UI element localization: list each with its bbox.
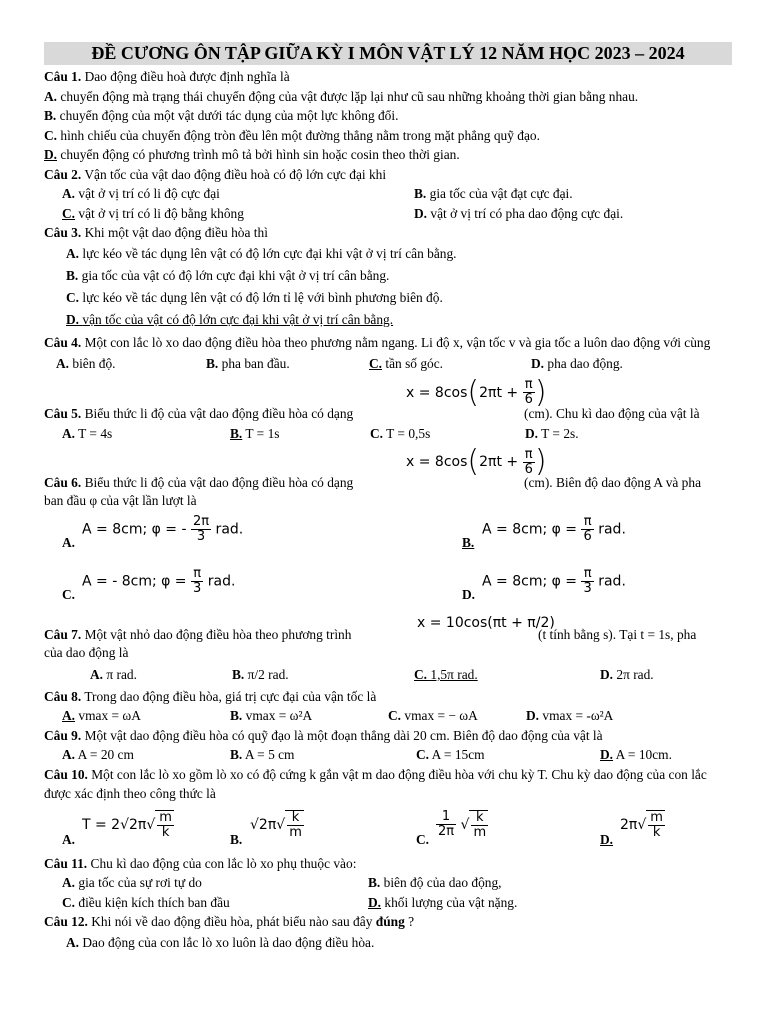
option-letter: A.	[62, 425, 76, 441]
option-d: khối lượng của vật nặng.	[384, 894, 518, 910]
option-letter: B.	[230, 747, 243, 762]
question-text: Biểu thức li độ của vật dao động điều hòa có dạng	[81, 475, 354, 490]
option-d: chuyển động có phương trình mô tả bởi hình sin hoặc cosin theo thời gian.	[60, 147, 460, 162]
option-a: chuyển động mà trạng thái chuyển động của vật được lặp lại như cũ sau những khoảng thời gian bằng nhau.	[60, 88, 639, 104]
option-letter-answer: D.	[66, 311, 80, 327]
option-a: π rad.	[106, 667, 137, 682]
question-label: Câu 6.	[44, 475, 82, 490]
question-label: Câu 4.	[44, 334, 82, 350]
option-letter: A.	[90, 667, 104, 682]
option-a: vmax = ωA	[78, 708, 141, 723]
option-letter: D.	[462, 587, 476, 602]
option-a-formula: A = 8cm; φ = - $\frac{2\pi}{3}$ rad.	[82, 514, 244, 544]
option-c: A = 15cm	[431, 747, 485, 762]
option-b: chuyển động của một vật dưới tác dụng của một lực không đổi.	[59, 108, 399, 123]
question-end: ?	[404, 914, 415, 929]
question-label: Câu 10.	[44, 766, 88, 782]
option-letter-answer: D.	[368, 894, 382, 910]
option-letter: A.	[44, 88, 58, 104]
question-10-options	[44, 804, 732, 854]
option-a: lực kéo về tác dụng lên vật có độ lớn cực đại khi vật ở vị trí cân bằng.	[82, 245, 457, 261]
option-letter: A.	[62, 875, 76, 890]
option-b: π/2 rad.	[247, 667, 289, 682]
question-label: Câu 7.	[44, 627, 82, 642]
option-d: vmax = -ω²A	[542, 708, 614, 723]
option-letter: D.	[526, 708, 540, 723]
option-a-formula: T = 2√2π√ $\frac{m}{k}$	[82, 809, 172, 840]
option-a: A = 20 cm	[77, 747, 134, 762]
option-letter: B.	[414, 186, 427, 201]
option-letter: A.	[56, 356, 70, 371]
option-c: vật ở vị trí có li độ bằng không	[78, 205, 244, 221]
question-tail: (t tính bằng s). Tại t = 1s, pha	[538, 627, 697, 642]
option-c: tần số góc.	[385, 356, 444, 371]
option-letter: A.	[62, 831, 76, 847]
question-text: Khi nói về dao động điều hòa, phát biểu nào sau đây	[87, 914, 376, 929]
question-7	[44, 615, 732, 661]
option-b: gia tốc của vật có độ lớn cực đại khi vật ở vị trí cân bằng.	[81, 267, 390, 283]
option-b: pha ban đầu.	[221, 356, 290, 371]
equation: x = 8cos(2πt + $\frac{\pi}{6}$ )	[406, 444, 547, 479]
question-text: Trong dao động điều hòa, giá trị cực đại của vận tốc là	[81, 688, 377, 704]
option-c: điều kiện kích thích ban đầu	[78, 894, 230, 910]
equation: x = 10cos(πt + π/2)	[417, 615, 555, 631]
question-text: Vận tốc của vật dao động điều hoà có độ lớn cực đại khi	[81, 166, 387, 182]
option-letter-answer: B.	[462, 535, 475, 550]
exam-page	[44, 42, 732, 954]
question-text-2: của dao động là	[44, 645, 129, 660]
option-d: pha dao động.	[547, 356, 623, 371]
question-label: Câu 9.	[44, 727, 82, 743]
option-letter: C.	[416, 747, 430, 762]
question-tail: (cm). Biên độ dao động A và pha	[524, 475, 702, 490]
option-b: vmax = ω²A	[245, 708, 313, 723]
option-letter: D.	[525, 425, 539, 441]
option-a: T = 4s	[78, 425, 113, 441]
option-letter-answer: C.	[369, 356, 383, 371]
question-label: Câu 11.	[44, 855, 88, 871]
option-a: gia tốc của sự rơi tự do	[78, 875, 202, 890]
option-a: vật ở vị trí có li độ cực đại	[78, 186, 220, 201]
question-label: Câu 1.	[44, 69, 82, 84]
option-d-formula: A = 8cm; φ = $\frac{\pi}{3}$ rad.	[482, 566, 626, 596]
option-c: vmax = − ωA	[404, 708, 478, 723]
option-letter: B.	[230, 708, 243, 723]
option-letter: D.	[414, 205, 428, 221]
question-text: Chu kì dao động của con lắc lò xo phụ thuộc vào:	[87, 855, 357, 871]
option-letter: C.	[62, 894, 76, 910]
option-c: 1,5π rad.	[430, 667, 478, 682]
option-letter: A.	[66, 934, 80, 950]
question-6	[44, 443, 732, 509]
option-letter-answer: C.	[414, 667, 428, 682]
question-6-options	[44, 509, 732, 621]
option-letter: C.	[62, 587, 76, 602]
option-letter: A.	[66, 245, 80, 261]
option-letter: C.	[416, 831, 430, 847]
option-d: 2π rad.	[616, 667, 654, 682]
option-letter-answer: C.	[62, 205, 76, 221]
option-b-formula: A = 8cm; φ = $\frac{\pi}{6}$ rad.	[482, 514, 626, 544]
option-d: vật ở vị trí có pha dao động cực đại.	[430, 205, 624, 221]
question-text: Một con lắc lò xo dao động điều hòa theo phương nằm ngang. Li độ x, vận tốc v và gia tốc a luôn dao động với cùng	[81, 334, 711, 350]
question-text: Một con lắc lò xo gồm lò xo có độ cứng k gắn vật m dao động điều hòa với chu kỳ T. Chu kỳ dao động của con lắc được xác định theo công thức là	[44, 766, 707, 801]
option-letter-answer: D.	[44, 147, 58, 162]
option-letter: C.	[370, 425, 384, 441]
option-d: T = 2s.	[541, 425, 579, 441]
option-b-formula: √2π√ $\frac{k}{m}$	[250, 809, 302, 840]
option-d: A = 10cm.	[615, 747, 672, 762]
option-b: A = 5 cm	[244, 747, 295, 762]
option-letter: C.	[66, 289, 80, 305]
option-b: biên độ của dao động,	[383, 875, 502, 890]
question-label: Câu 8.	[44, 688, 82, 704]
option-letter: B.	[230, 831, 243, 847]
option-letter: B.	[44, 108, 57, 123]
option-a: biên độ.	[72, 356, 116, 371]
option-d-formula: 2π√ $\frac{m}{k}$	[620, 809, 663, 840]
question-5	[44, 374, 732, 424]
option-letter-answer: D.	[600, 831, 614, 847]
option-letter: C.	[44, 127, 58, 143]
option-letter: A.	[62, 186, 76, 201]
equation: x = 8cos(2πt + $\frac{\pi}{6}$ )	[406, 374, 547, 410]
question-text: Dao động điều hoà được định nghĩa là	[81, 69, 290, 84]
question-tail: (cm). Chu kì dao động của vật là	[524, 405, 700, 421]
question-text: Khi một vật dao động điều hòa thì	[81, 225, 268, 240]
option-b: gia tốc của vật đạt cực đại.	[429, 186, 573, 201]
option-letter: A.	[62, 535, 76, 550]
option-letter-answer: D.	[600, 747, 614, 762]
question-label: Câu 5.	[44, 405, 82, 421]
option-letter: A.	[62, 747, 76, 762]
option-c: hình chiếu của chuyển động tròn đều lên một đường thẳng nằm trong mặt phẳng quỹ đạo.	[60, 127, 540, 143]
question-text: Biểu thức li độ của vật dao động điều hòa có dạng	[81, 405, 354, 421]
question-label: Câu 3.	[44, 225, 82, 240]
option-letter-answer: A.	[62, 708, 76, 723]
question-emphasis: đúng	[375, 914, 405, 929]
option-a: Dao động của con lắc lò xo luôn là dao động điều hòa.	[82, 934, 375, 950]
option-letter: B.	[232, 667, 245, 682]
option-letter: B.	[368, 875, 381, 890]
option-d: vận tốc của vật có độ lớn cực đại khi vật ở vị trí cân bằng.	[82, 311, 394, 327]
question-1	[44, 67, 732, 87]
question-text-2: ban đầu φ của vật lần lượt là	[44, 493, 197, 508]
option-letter: D.	[531, 356, 545, 371]
option-c: lực kéo về tác dụng lên vật có độ lớn tỉ lệ với bình phương biên độ.	[82, 289, 443, 305]
option-letter-answer: B.	[230, 425, 243, 441]
option-letter: C.	[388, 708, 402, 723]
option-letter: B.	[66, 267, 79, 283]
question-label: Câu 12.	[44, 914, 88, 929]
option-c-formula: $\frac{1}{2\pi}$ √ $\frac{k}{m}$	[438, 809, 487, 840]
option-letter: B.	[206, 356, 219, 371]
option-c: T = 0,5s	[386, 425, 431, 441]
question-label: Câu 2.	[44, 166, 82, 182]
question-text: Một vật nhỏ dao động điều hòa theo phương trình	[81, 627, 352, 642]
option-letter: D.	[600, 667, 614, 682]
option-b: T = 1s	[245, 425, 280, 441]
page-title: ĐỀ CƯƠNG ÔN TẬP GIỮA KỲ I MÔN VẬT LÝ 12 NĂM HỌC 2023 – 2024	[44, 42, 732, 65]
option-c-formula: A = - 8cm; φ = $\frac{\pi}{3}$ rad.	[82, 566, 236, 596]
question-text: Một vật dao động điều hòa có quỹ đạo là một đoạn thẳng dài 20 cm. Biên độ dao động của vật là	[81, 727, 603, 743]
